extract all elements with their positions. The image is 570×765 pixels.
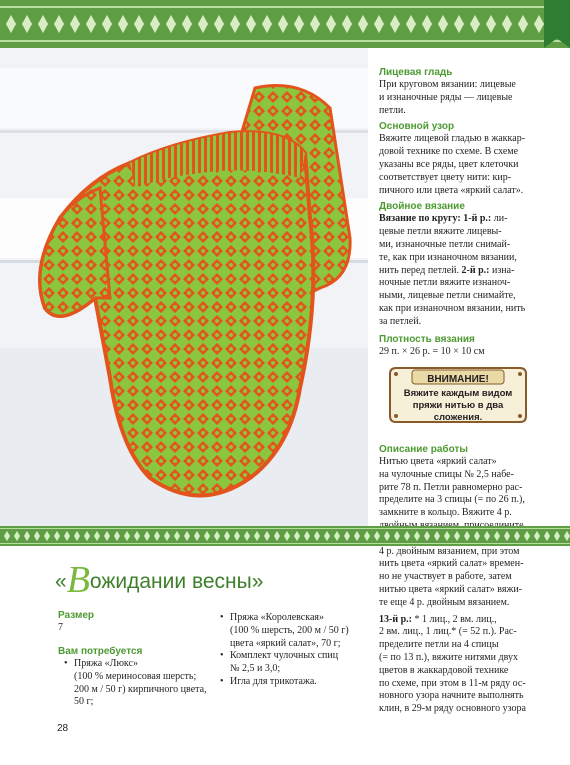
text-line: новного узора начните выполнять — [379, 690, 524, 702]
size-heading: Размер — [58, 610, 95, 621]
text-line: Вяжите лицевой гладью в жаккар- — [379, 133, 526, 145]
row13-text — [379, 614, 549, 716]
text-line: ными, лицевые петли снимайте, — [379, 290, 516, 302]
text-line: пределите петли на 4 спицы — [379, 639, 499, 651]
text-line: пряжи нитью в два — [412, 400, 504, 411]
bullet-icon: • — [220, 675, 224, 687]
text-line: как при изнаночном вязании, нить — [379, 302, 526, 314]
page-number: 28 — [57, 723, 69, 734]
top-decorative-border — [0, 0, 570, 48]
stockinette-text — [379, 79, 549, 117]
title-text: ожидании весны — [89, 570, 252, 593]
warning-plaque — [388, 366, 528, 424]
text-line: и изнаночные ряды — лицевые — [379, 91, 513, 103]
text-line: Пряжа «Люкс» — [74, 658, 138, 669]
text-line: пичного или цвета «яркий салат». — [379, 184, 524, 196]
list-item — [220, 650, 370, 676]
double-knitting-heading: Двойное вязание — [379, 201, 465, 213]
text-line: по схеме, при этом в 11-м ряду ос- — [379, 677, 526, 689]
border-ornament — [0, 0, 570, 48]
round-label: Вязание по кругу: 1-й р.: — [379, 213, 492, 225]
gauge-heading: Плотность вязания — [379, 333, 475, 345]
text-line: 2 вм. лиц., 1 лиц.* (= 52 п.). Рас- — [379, 626, 517, 638]
middle-decorative-border — [0, 526, 570, 546]
text-line: ми, изнаночные петли снимай- — [379, 238, 511, 250]
text-line: замкните в кольцо. Вяжите 4 р. — [379, 507, 512, 519]
bullet-icon: • — [220, 650, 224, 662]
text-line: Пряжа «Королевская» — [230, 612, 324, 623]
text-line: (100 % шерсть, 200 м / 50 г) — [230, 624, 349, 636]
text-line: (100 % мериносовая шерсть; — [74, 670, 197, 682]
double-knitting-text — [379, 213, 549, 328]
quote-close: » — [251, 570, 264, 593]
right-column — [379, 67, 549, 362]
text-line: 200 м / 50 г) кирпичного цвета, — [74, 683, 207, 695]
text-line: Игла для трикотажа. — [230, 675, 317, 687]
main-pattern-text — [379, 133, 549, 197]
round-label: 2-й р.: — [459, 264, 490, 276]
text-line: клин, в 29-м ряду основного узора — [379, 703, 526, 715]
stockinette-heading: Лицевая гладь — [379, 67, 453, 78]
list-item — [64, 658, 218, 709]
description-heading: Описание работы — [379, 444, 468, 455]
text-line: 50 г; — [74, 696, 94, 708]
text-line: (= по 13 п.), вяжите нитями двух — [379, 651, 518, 663]
size-block — [58, 610, 208, 635]
warning-title: ВНИМАНИЕ! — [427, 374, 489, 385]
text-line: за петлей. — [379, 315, 422, 327]
text-line: нить цвета «яркий салат» времен- — [379, 558, 524, 570]
materials-left — [58, 646, 218, 709]
mittens-illustration — [0, 48, 368, 526]
list-item — [220, 612, 370, 650]
text-line: рите 78 п. Петли равномерно рас- — [379, 481, 523, 493]
text-line: Вяжите каждым видом — [403, 388, 513, 399]
text-line: Нитью цвета «яркий салат» — [379, 456, 497, 467]
text-line: * 1 лиц., 2 вм. лиц., — [411, 613, 497, 625]
warning-text — [402, 388, 514, 424]
border-ornament — [0, 526, 570, 546]
text-line: те еще 4 р. двойным вязанием. — [379, 596, 510, 608]
text-line: 4 р. двойным вязанием, при этом — [379, 545, 520, 557]
text-line: на чулочные спицы № 2,5 набе- — [379, 468, 514, 480]
main-pattern-heading: Основной узор — [379, 121, 455, 133]
text-line: нитью цвета «яркий салат» вяжи- — [379, 583, 523, 595]
text-line: те, как при изнаночном вязании, — [379, 251, 517, 263]
text-line: но не участвует в работе, затем — [379, 571, 512, 583]
text-line: цевые петли вяжите лицевы- — [379, 226, 502, 238]
text-line: изна- — [489, 264, 515, 276]
text-line: указаны все ряды, цвет клеточки — [379, 158, 519, 170]
list-item — [220, 676, 370, 689]
quote-open: « — [55, 570, 67, 593]
text-line: ночные петли вяжите изнаноч- — [379, 277, 511, 289]
text-line: довой технике по схеме. В схеме — [379, 146, 519, 158]
size-value: 7 — [58, 622, 63, 633]
text-line: пределите на 3 спицы (= по 26 п.), — [379, 494, 525, 506]
materials-heading: Вам потребуется — [58, 646, 143, 657]
article-title — [55, 558, 365, 602]
text-line: нить перед петлей. — [379, 264, 460, 276]
text-line: соответствует цвету нити: кир- — [379, 171, 512, 183]
bullet-icon: • — [220, 612, 224, 623]
text-line: цветов в жаккардовой технике — [379, 664, 509, 676]
row-label: 13-й р.: — [379, 613, 412, 625]
materials-right — [220, 612, 370, 689]
drop-cap: В — [66, 559, 90, 601]
text-line: цвета «яркий салат», 70 г; — [230, 637, 341, 649]
text-line: сложения. — [433, 412, 483, 423]
text-line: При круговом вязании: лицевые — [379, 79, 516, 90]
bullet-icon: • — [64, 658, 68, 669]
mittens-photo — [0, 48, 368, 526]
text-line: петли. — [379, 104, 406, 116]
description-column — [379, 444, 549, 720]
gauge-text: 29 п. × 26 р. = 10 × 10 см — [379, 345, 485, 357]
text-line: № 2,5 и 3,0; — [230, 663, 281, 675]
text-line: ли- — [491, 213, 508, 225]
text-line: Комплект чулочных спиц — [230, 650, 339, 662]
